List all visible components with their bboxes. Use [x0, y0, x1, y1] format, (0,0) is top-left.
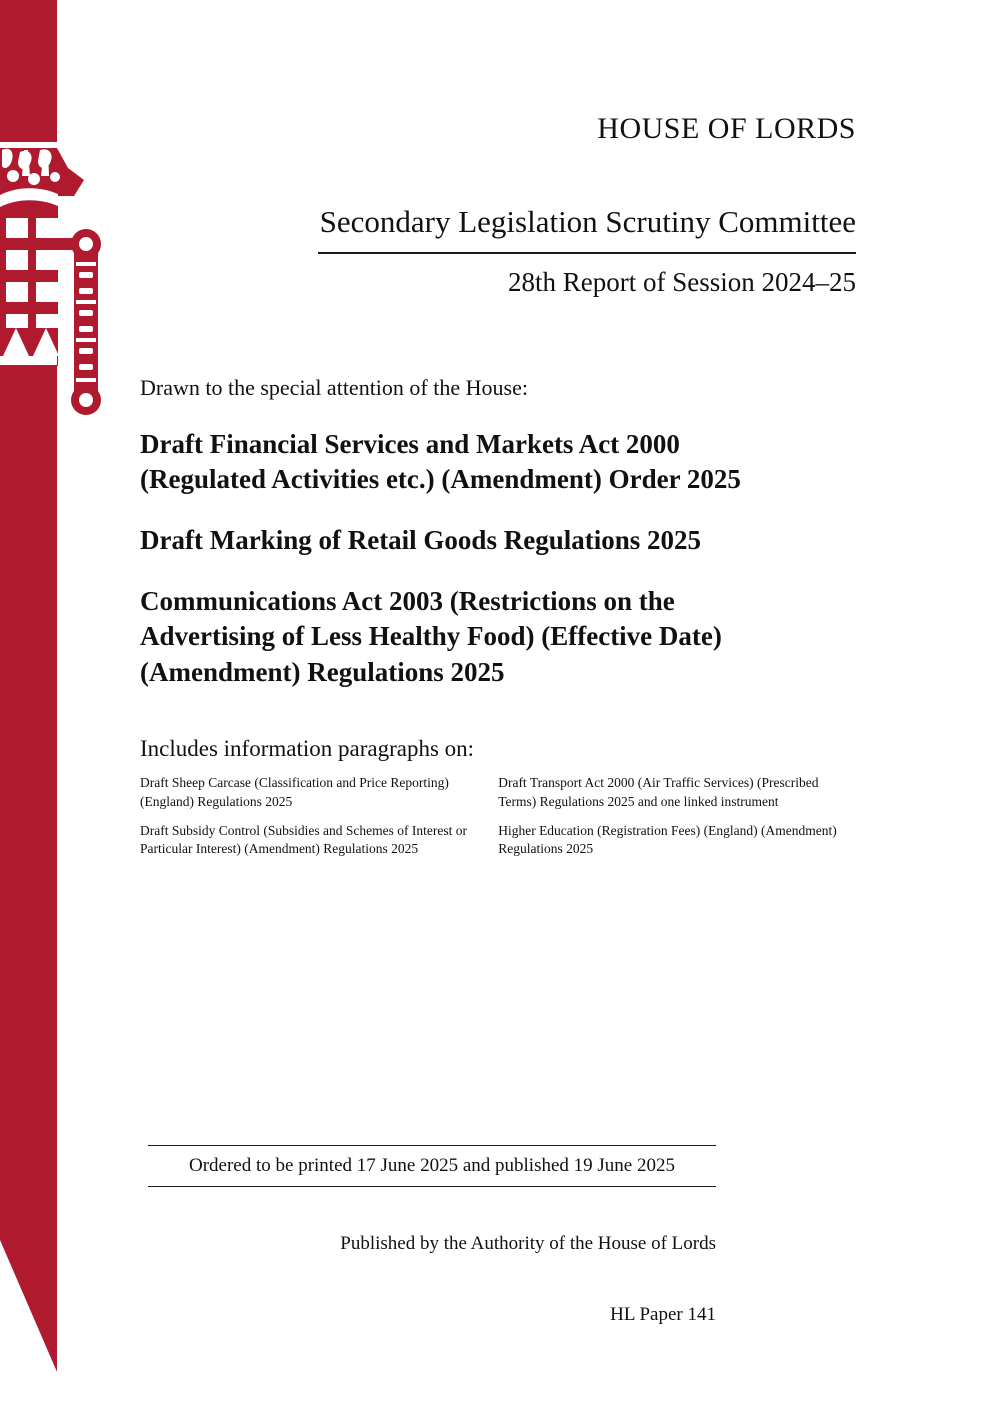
- includes-item: Draft Sheep Carcase (Classification and Price Reporting) (England) Regulations 2025: [140, 775, 449, 809]
- includes-item: Draft Subsidy Control (Subsidies and Schemes of Interest or Particular Interest) (Amendment) Regulations 2025: [140, 822, 467, 857]
- instrument-title: Draft Marking of Retail Goods Regulations 2025: [140, 525, 701, 556]
- instrument-title: Draft Financial Services and Markets Act 2000 (Regulated Activities etc.) (Amendment) Order 2025: [140, 429, 741, 495]
- includes-item: Draft Transport Act 2000 (Air Traffic Services) (Prescribed Terms) Regulations 2025 and one linked instrument: [498, 775, 819, 809]
- report-session-line: 28th Report of Session 2024–25: [508, 266, 856, 297]
- includes-info-heading: Includes information paragraphs on:: [140, 735, 475, 761]
- includes-right-column: [498, 774, 856, 869]
- hl-paper-number: HL Paper 141: [610, 1303, 716, 1325]
- left-red-banner: [0, 0, 110, 1401]
- ordered-printed-line: Ordered to be printed 17 June 2025 and published 19 June 2025: [148, 1145, 716, 1187]
- drawn-to-attention-label: Drawn to the special attention of the House:: [140, 374, 528, 400]
- committee-name: Secondary Legislation Scrutiny Committee: [319, 204, 856, 239]
- banner-graphic: [0, 0, 110, 1401]
- includes-left-column: [140, 774, 498, 869]
- published-by-line: Published by the Authority of the House of Lords: [340, 1232, 716, 1254]
- house-of-lords-title: HOUSE OF LORDS: [597, 112, 856, 145]
- title-divider-rule: [318, 252, 856, 254]
- banner-red-shape: [0, 0, 101, 1372]
- page-footer: [148, 1145, 716, 1326]
- instrument-title: Communications Act 2003 (Restrictions on the Advertising of Less Healthy Food) (Effective Date) (Amendment) Regulations 2025: [140, 586, 722, 687]
- includes-item: Higher Education (Registration Fees) (England) (Amendment) Regulations 2025: [498, 822, 837, 857]
- includes-info-columns: [140, 774, 856, 869]
